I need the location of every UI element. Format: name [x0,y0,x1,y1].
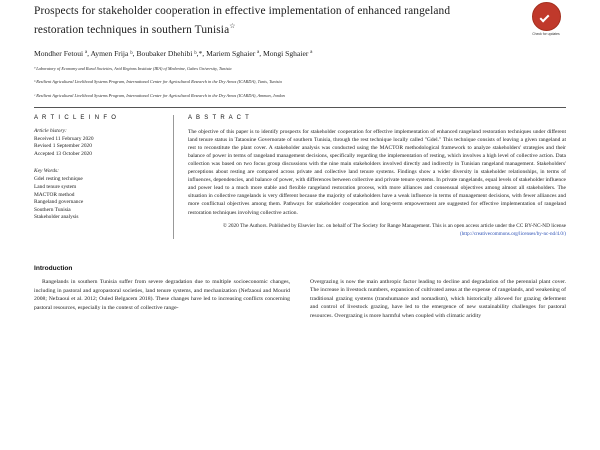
keyword-item: Stakeholder analysis [34,214,79,221]
article-history-label: Article history: [34,127,67,134]
article-history-revised: Revised 1 September 2020 [34,143,92,150]
crossmark-badge-icon [532,2,561,31]
crossmark-stamp[interactable] [526,2,566,36]
article-info-column [34,115,174,239]
abstract-column [174,115,566,239]
body-paragraph: Overgrazing is now the main anthropic factor leading to decline and degradation of the perennial plant cover. The increase in livestock numbers, expansion of cultivated areas at the expense of rangelands, and weakening of traditional grazing systems (transhumance and nomadism), which historically allowed for grazing deferment and control of livestock grazing, have led to the emergence of new sustainability challenges for pastoral resources. Overgrazing is more harmful when coupled with climatic aridity [310,278,566,319]
keyword-item: Land tenure system [34,183,77,190]
article-info-heading: A R T I C L E I N F O [34,114,118,121]
affiliation-2: ᵇ Resilient Agricultural Livelihood Systems Program, International Center for Agricultural Research in the Dry Areas (ICARDA), Tunis, Tunisia [34,79,282,85]
section-heading-introduction: Introduction [34,265,73,272]
keyword-item: Southern Tunisia [34,206,71,213]
abstract-heading: A B S T R A C T [188,114,251,121]
affiliation-1: ª Laboratory of Economy and Rural Societies, Arid Regions Institute (IRA) of Medenine, Gabes University, Tunisia [34,65,232,71]
column-spacer [310,265,566,278]
crossmark-label: Check for updates [532,32,560,36]
page-title: Prospects for stakeholder cooperation in effective implementation of enhanced rangeland restoration techniques in southern Tunisia☆ [34,5,451,36]
license-link[interactable]: (http://creativecommons.org/licenses/by-nc-nd/4.0/) [460,231,566,238]
divider-top [34,107,566,108]
body-column-left [34,265,290,321]
keyword-item: MACTOR method [34,191,75,198]
keywords-label: Key Words: [34,168,59,175]
body-columns [34,265,566,321]
title-footnote-marker: ☆ [229,22,236,30]
author-list: Mondher Fetoui ª, Aymen Frija ᵇ, Boubaker Dhehibi ᵇ,*, Mariem Sghaier ª, Mongi Sghaier ª [34,48,313,58]
keyword-item: Rangeland governance [34,199,84,206]
info-abstract-section [34,115,566,239]
article-history-accepted: Accepted 13 October 2020 [34,150,92,157]
keyword-item: Gdel resting technique [34,176,83,183]
article-history-received: Received 11 February 2020 [34,135,94,142]
affiliation-3: ᶜ Resilient Agricultural Livelihood Systems Program, International Center for Agricultural Research in the Dry Areas (ICARDA), Amman, Jordan [34,92,285,98]
body-column-right [310,265,566,321]
copyright-notice: © 2020 The Authors. Published by Elsevier Inc. on behalf of The Society for Range Management. This is an open access article under the CC BY-NC-ND license [222,222,566,229]
abstract-text: The objective of this paper is to identify prospects for stakeholder cooperation for effective implementation of enhanced rangeland restoration techniques under different land tenure status in Tataouine Governorate of southern Tunisia, through the rest technique locally called "Gdel." This technique consists of leaving a given rangeland at rest to reconstitute the plant cover. A stakeholder analysis was conducted using the MACTOR methodological framework to analyze stakeholders' strategies and their balance of power in terms of rangeland management decisions, specifically regarding the implementation of resting, which involves a high level of collective action. Data collection was based on two focus group discussions with the nine main stakeholders involved directly and indirectly in Tunisian rangeland management. Stakeholders' perceptions about resting are compared across private and collective land tenure systems. Findings show a wider diversity in stakeholder relationships, in terms of influences, dependencies, and balance of power, with differences between collective and private tenure systems. In private rangelands, equal levels of stakeholder influence and power lead to a much more stable and flexible rangeland restoration process, with more alliances and consensual objectives among almost all stakeholders. The situation in collective rangelands is very different because the majority of stakeholders have a weak influence in terms of management decisions, with fewer alliances and more conflictual objectives among them. Pathways for stakeholder cooperation and long-term empowerment are suggested for effective implementation of rangeland restoration techniques involving collective action. [188,128,566,216]
body-paragraph: Rangelands in southern Tunisia suffer from severe degradation due to multiple socioeconomic changes, including in pastoral and agropastoral societies, land tenure systems, and mechanization (Nefzaoui and Mourid 2008; Nefzaoui et al. 2012; Ouled Belgacem 2018). These changes have led to increasing conflicts concerning pastoral resources, especially in the context of collective range- [34,279,290,311]
